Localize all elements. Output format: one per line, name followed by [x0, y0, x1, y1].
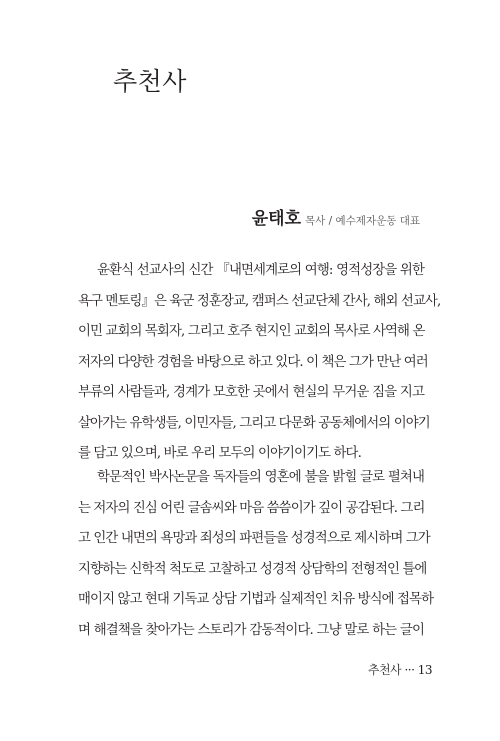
text-line: 를 담고 있으며, 바로 우리 모두의 이야기이기도 하다.	[78, 446, 361, 461]
text-line: 부류의 사람들과, 경계가 모호한 곳에서 현실의 무거운 짐을 지고	[78, 385, 424, 400]
author-byline	[252, 204, 420, 229]
page-number-footer: 추천사 ··· 13	[367, 663, 432, 677]
page-title: 추천사	[113, 67, 187, 96]
text-line: 지향하는 신학적 척도로 고찰하고 성경적 상담학의 전형적인 틀에	[78, 561, 427, 577]
text-line: 이민 교회의 목회자, 그리고 호주 현지인 교회의 목사로 사역해 온	[78, 324, 425, 339]
text-line: 매이지 않고 현대 기독교 상담 기법과 실제적인 치유 방식에 접목하	[78, 592, 434, 607]
text-line: 저자의 다양한 경험을 바탕으로 하고 있다. 이 책은 그가 만난 여러	[78, 354, 428, 370]
text-line: 욕구 멘토링』은 육군 정훈장교, 캠퍼스 선교단체 간사, 해외 선교사,	[78, 293, 441, 309]
author-name: 윤태호	[251, 209, 302, 229]
text-line: 며 해결책을 찾아가는 스토리가 감동적이다. 그냥 말로 하는 글이	[78, 622, 424, 638]
text-line: 윤환식 선교사의 신간 『내면세계로의 여행: 영적성장을 위한	[97, 263, 424, 278]
text-line: 고 인간 내면의 욕망과 죄성의 파편들을 성경적으로 제시하며 그가	[78, 531, 430, 546]
text-line: 살아가는 유학생들, 이민자들, 그리고 다문화 공동체에서의 이야기	[78, 415, 430, 431]
text-line: 학문적인 박사논문을 독자들의 영혼에 불을 밝힐 글로 펼쳐내	[97, 470, 424, 485]
text-line: 는 저자의 진심 어린 글솜씨와 마음 씀씀이가 깊이 공감된다. 그리	[78, 500, 425, 516]
author-role: 목사 / 예수제자운동 대표	[305, 215, 420, 227]
paragraph-1	[78, 256, 441, 470]
paragraph-2	[78, 463, 434, 646]
